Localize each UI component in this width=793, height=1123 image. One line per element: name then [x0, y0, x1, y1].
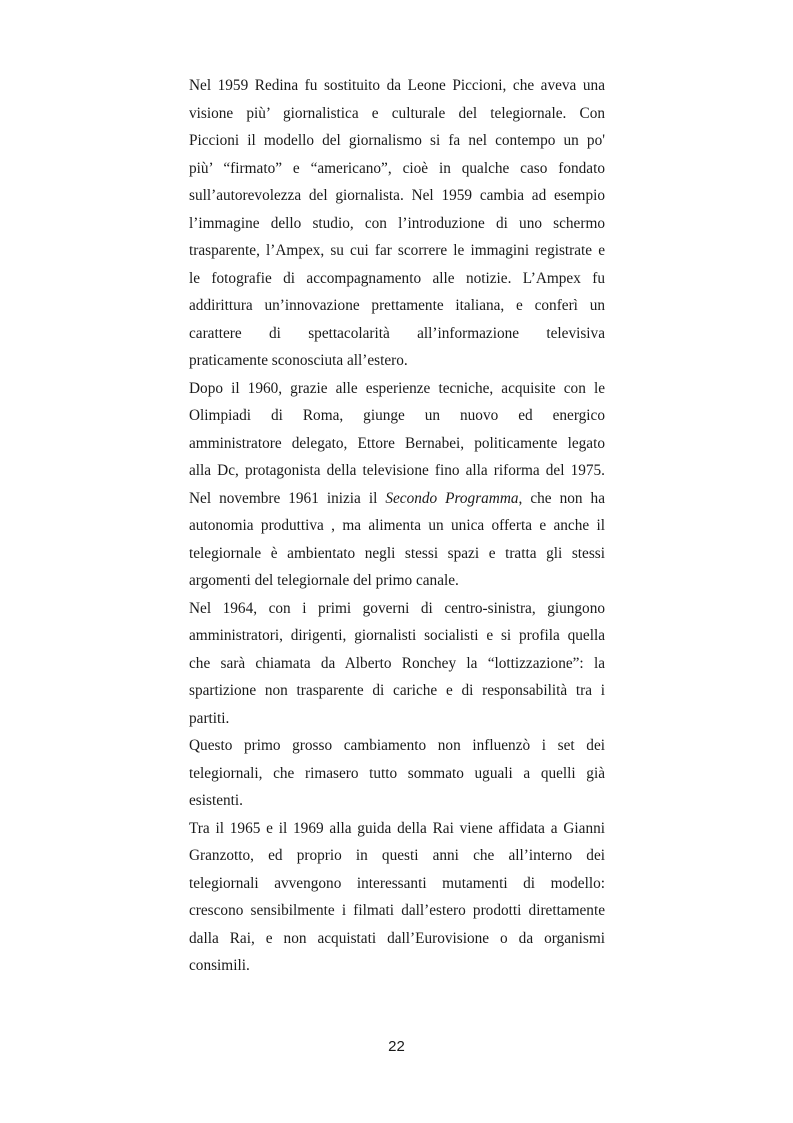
text-line: addirittura un’innovazione prettamente italiana, e conferì un [189, 297, 605, 314]
text-line: trasparente, l’Ampex, su cui far scorrere le immagini registrate e [189, 242, 605, 259]
text-line: Nel 1959 Redina fu sostituito da Leone Piccioni, che aveva una [189, 77, 605, 94]
text-line: dalla Rai, e non acquistati dall’Eurovisione o da organismi [189, 929, 605, 947]
text-line: spartizione non trasparente di cariche e di responsabilità tra i [189, 682, 605, 699]
text-line: consimili. [189, 957, 250, 974]
text-line: amministratore delegato, Ettore Bernabei, politicamente legato [189, 434, 605, 452]
text-line: telegiornali, che rimasero tutto sommato uguali a quelli già [189, 764, 605, 782]
text-line: telegiornali avvengono interessanti mutamenti di modello: [189, 874, 605, 892]
text-line: più’ “firmato” e “americano”, cioè in qualche caso fondato [189, 159, 605, 177]
text-line: carattere di spettacolarità all’informazione televisiva [189, 324, 605, 342]
text-line: praticamente sconosciuta all’estero. [189, 352, 408, 369]
text-line: autonomia produttiva , ma alimenta un unica offerta e anche il [189, 517, 605, 534]
text-line: Questo primo grosso cambiamento non influenzò i set dei [189, 737, 605, 754]
text-line [189, 485, 605, 513]
text-line: crescono sensibilmente i filmati dall’estero prodotti direttamente [189, 902, 605, 919]
text-line: Nel 1964, con i primi governi di centro-sinistra, giungono [189, 599, 605, 617]
text-segment: Nel novembre 1961 inizia il [189, 489, 386, 507]
text-line: visione più’ giornalistica e culturale del telegiornale. Con [189, 104, 605, 122]
text-line: che sarà chiamata da Alberto Ronchey la “lottizzazione”: la [189, 654, 605, 672]
text-line: l’immagine dello studio, con l’introduzione di uno schermo [189, 214, 605, 232]
text-line: esistenti. [189, 792, 243, 809]
text-line: Dopo il 1960, grazie alle esperienze tecniche, acquisite con le [189, 379, 605, 397]
text-line: Granzotto, ed proprio in questi anni che all’interno dei [189, 847, 605, 864]
text-line: telegiornale è ambientato negli stessi spazi e tratta gli stessi [189, 544, 605, 562]
text-segment: , che non ha [518, 489, 605, 507]
text-line: le fotografie di accompagnamento alle notizie. L’Ampex fu [189, 269, 605, 287]
text-line: sull’autorevolezza del giornalista. Nel 1959 cambia ad esempio [189, 187, 605, 204]
document-body [189, 72, 605, 980]
text-line: Olimpiadi di Roma, giunge un nuovo ed energico [189, 407, 605, 424]
text-line: amministratori, dirigenti, giornalisti socialisti e si profila quella [189, 627, 605, 644]
italic-title: Secondo Programma [385, 489, 519, 507]
text-line: alla Dc, protagonista della televisione fino alla riforma del 1975. [189, 462, 605, 479]
text-line: Tra il 1965 e il 1969 alla guida della Rai viene affidata a Gianni [189, 819, 605, 837]
text-line: Piccioni il modello del giornalismo si fa nel contempo un po' [189, 132, 605, 149]
text-line: partiti. [189, 709, 230, 727]
text-line: argomenti del telegiornale del primo canale. [189, 572, 459, 589]
page-number: 22 [388, 1038, 405, 1055]
